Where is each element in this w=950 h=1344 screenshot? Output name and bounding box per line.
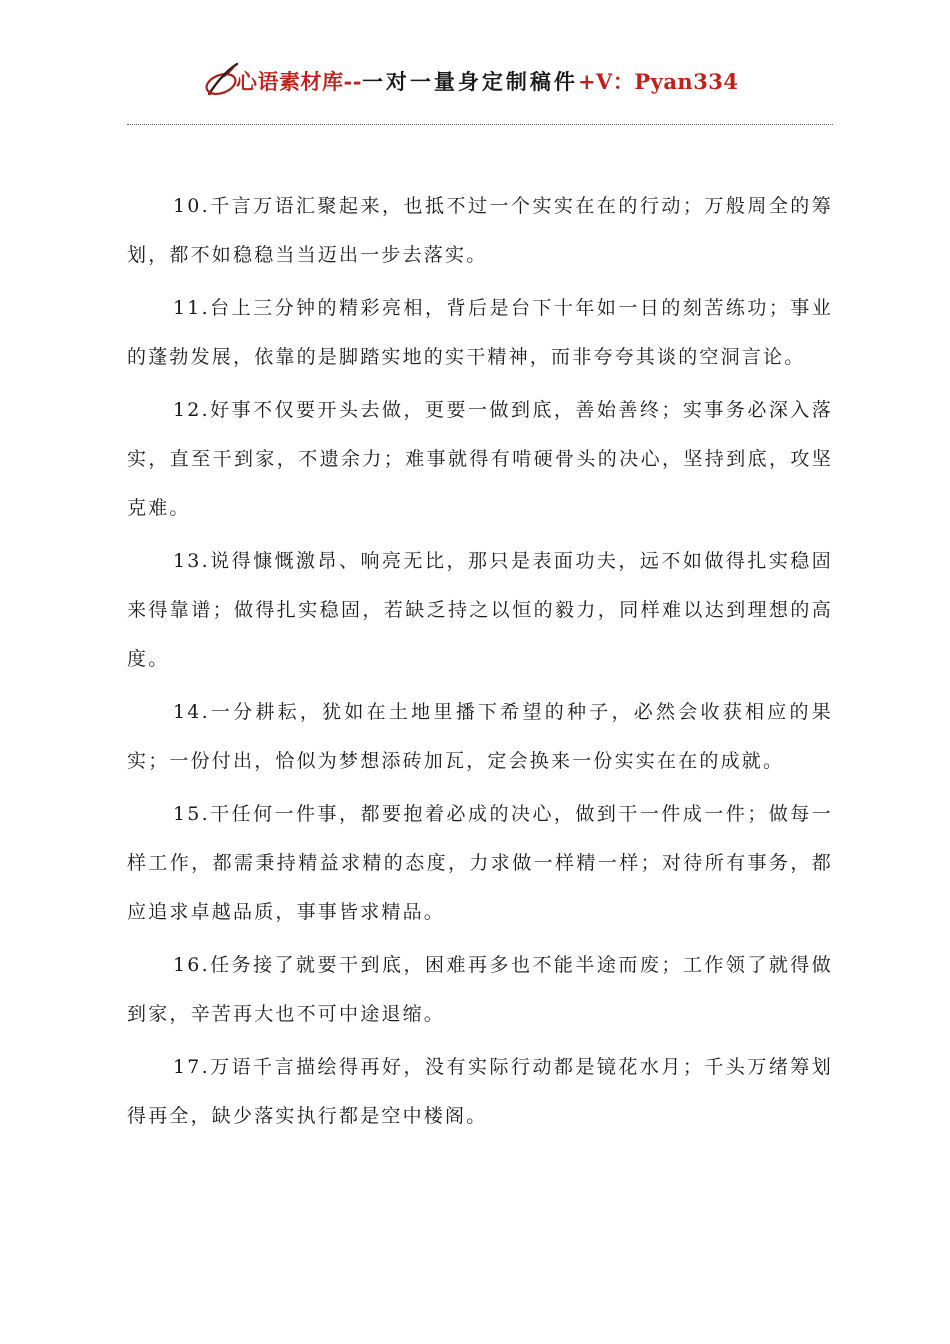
paragraph-12: 12.好事不仅要开头去做，更要一做到底，善始善终；实事务必深入落实，直至干到家，不遗余力；难事就得有啃硬骨头的决心，坚持到底，攻坚克难。 bbox=[127, 399, 833, 519]
header-tagline: 一对一量身定制稿件 bbox=[361, 69, 578, 94]
paragraph-11: 11.台上三分钟的精彩亮相，背后是台下十年如一日的刻苦练功；事业的蓬勃发展，依靠的是脚踏实地的实干精神，而非夸夸其谈的空洞言论。 bbox=[127, 297, 833, 368]
page-header bbox=[0, 58, 950, 106]
paragraph-10: 10.千言万语汇聚起来，也抵不过一个实实在在的行动；万般周全的筹划，都不如稳稳当当迈出一步去落实。 bbox=[127, 195, 833, 266]
paragraph-16: 16.任务接了就要干到底，困难再多也不能半途而废；工作领了就得做到家，辛苦再大也不可中途退缩。 bbox=[127, 954, 833, 1025]
paragraph-15: 15.干任何一件事，都要抱着必成的决心，做到干一件成一件；做每一样工作，都需秉持精益求精的态度，力求做一样精一样；对待所有事务，都应追求卓越品质，事事皆求精品。 bbox=[127, 803, 833, 923]
header-title bbox=[236, 66, 739, 96]
brand-name: 心语素材库 bbox=[236, 69, 344, 94]
paragraph-17: 17.万语千言描绘得再好，没有实际行动都是镜花水月；千头万绪筹划得再全，缺少落实执行都是空中楼阁。 bbox=[127, 1056, 833, 1127]
paragraph-14: 14.一分耕耘，犹如在土地里播下希望的种子，必然会收获相应的果实；一份付出，恰似为梦想添砖加瓦，定会换来一份实实在在的成就。 bbox=[127, 701, 833, 772]
header-contact: +V：Pyan334 bbox=[577, 69, 739, 94]
paragraph-13: 13.说得慷慨激昂、响亮无比，那只是表面功夫，远不如做得扎实稳固来得靠谱；做得扎实稳固，若缺乏持之以恒的毅力，同样难以达到理想的高度。 bbox=[127, 550, 833, 670]
header-divider bbox=[127, 124, 833, 125]
header-separator: -- bbox=[343, 69, 362, 94]
document-body bbox=[127, 182, 833, 1145]
